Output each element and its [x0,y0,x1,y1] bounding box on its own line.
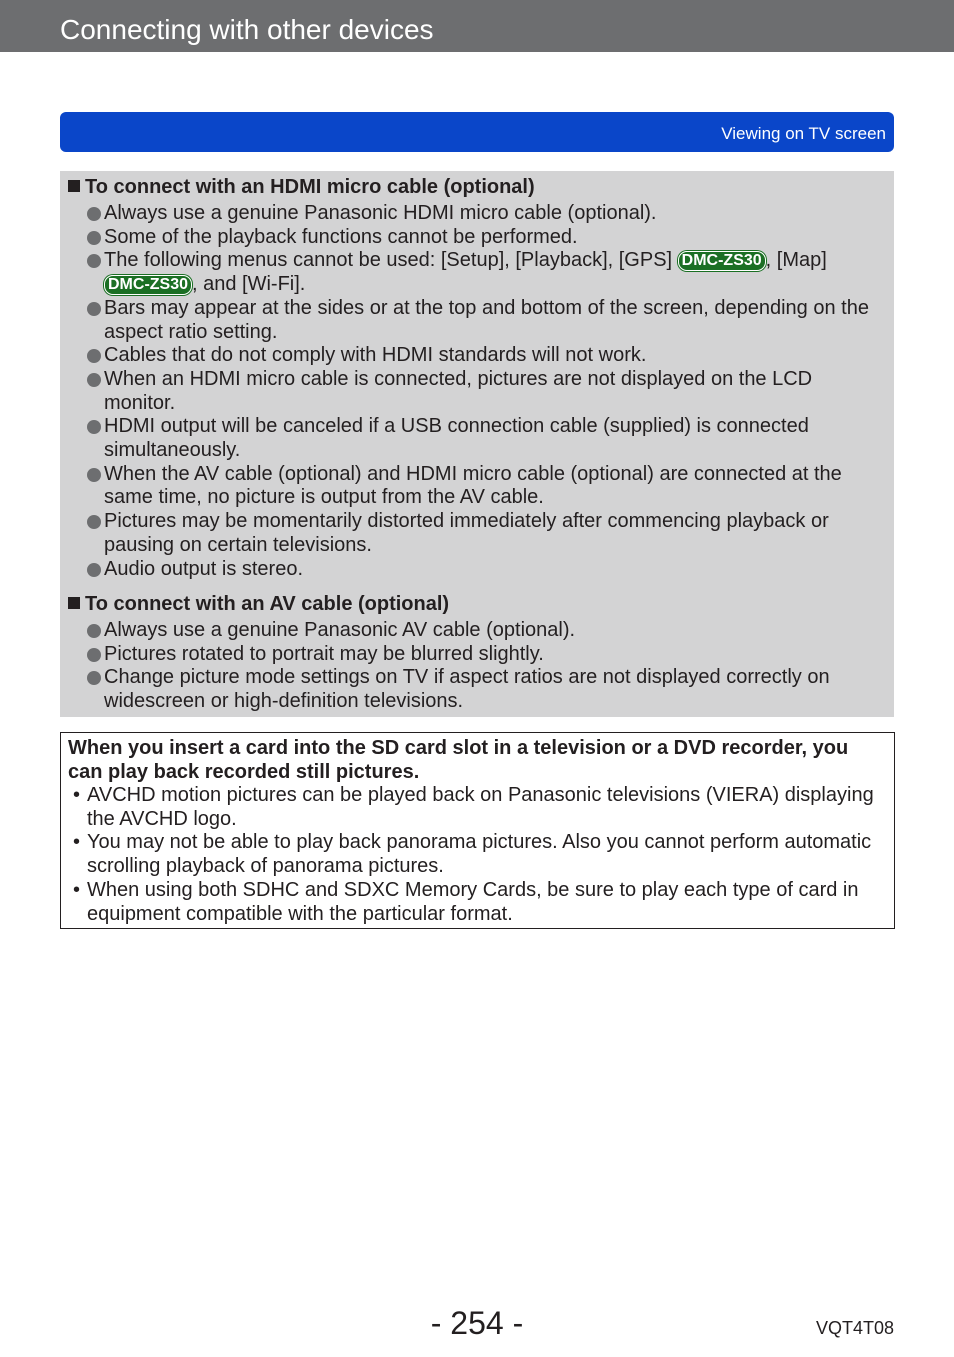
bullet-dot-icon: • [73,831,81,854]
list-item-text: Pictures may be momentarily distorted immediately after commencing playback or pausing on certain televisions. [104,510,829,556]
list-item-text: HDMI output will be canceled if a USB connection cable (supplied) is connected simultaneously. [104,415,809,462]
hdmi-list [87,202,887,581]
list-item [87,202,887,226]
list-item [87,463,887,510]
list-item [87,510,887,557]
notes-panel [60,171,894,717]
hdmi-heading [68,175,535,199]
av-heading-text: To connect with an AV cable (optional) [85,593,450,615]
note-list [73,784,888,926]
square-bullet-icon [68,180,80,192]
model-badge: DMC-ZS30 [104,275,192,295]
av-heading [68,592,449,616]
hdmi-heading-text: To connect with an HDMI micro cable (optional) [85,176,535,198]
list-item [87,415,887,462]
page-header [0,0,954,52]
list-item [87,344,887,368]
bullet-dot-icon: • [73,878,81,901]
list-item [87,558,887,582]
card-slot-note [60,732,895,929]
document-code: VQT4T08 [815,1318,894,1338]
list-item [73,879,888,926]
list-item-text: The following menus cannot be used: [Setup], [Playback], [GPS] [104,249,678,272]
list-item-text: Always use a genuine Panasonic AV cable (optional). [104,619,576,641]
list-item [87,368,887,415]
list-item-text: Some of the playback functions cannot be performed. [104,225,578,248]
av-list [87,619,887,714]
list-item-text: AVCHD motion pictures can be played back on Panasonic televisions (VIERA) displaying the AVCHD logo. [87,784,874,830]
list-item [87,619,887,643]
list-item-text: Always use a genuine Panasonic HDMI micro cable (optional). [104,202,657,224]
bullet-dot-icon [87,302,101,316]
list-item-text: When an HDMI micro cable is connected, pictures are not displayed on the LCD monitor. [104,367,813,414]
list-item [87,666,887,713]
list-item-text: , and [Wi-Fi]. [192,273,306,296]
list-item-text: When the AV cable (optional) and HDMI micro cable (optional) are connected at the same time, no picture is output from the AV cable. [104,462,842,509]
section-bar [60,112,894,152]
bullet-dot-icon [87,515,101,529]
square-bullet-icon [68,597,80,609]
bullet-dot-icon [87,671,101,685]
list-item-text: Pictures rotated to portrait may be blurred slightly. [104,642,544,665]
bullet-dot-icon [87,349,101,363]
bullet-dot-icon [87,468,101,482]
page-header-title: Connecting with other devices [60,14,434,45]
list-item [73,831,888,878]
list-item-text: You may not be able to play back panorama pictures. Also you cannot perform automatic scrolling playback of panorama pictures. [87,831,872,878]
bullet-dot-icon [87,207,101,221]
bullet-dot-icon [87,563,101,577]
list-item-text: Audio output is stereo. [104,557,304,580]
list-item-text: Cables that do not comply with HDMI standards will not work. [104,344,647,367]
list-item [87,249,887,296]
list-item-text: Change picture mode settings on TV if aspect ratios are not displayed correctly on widescreen or high-definition televisions. [104,666,830,713]
bullet-dot-icon [87,254,101,268]
bullet-dot-icon [87,420,101,434]
list-item [73,784,888,831]
model-badge: DMC-ZS30 [678,251,766,271]
section-bar-label: Viewing on TV screen [721,124,886,143]
bullet-dot-icon: • [73,784,81,806]
note-heading: When you insert a card into the SD card slot in a television or a DVD recorder, you can play back recorded still pictures. [68,737,849,783]
bullet-dot-icon [87,373,101,387]
bullet-dot-icon [87,231,101,245]
list-item [87,643,887,667]
list-item [87,297,887,344]
list-item [87,226,887,250]
list-item-text: Bars may appear at the sides or at the top and bottom of the screen, depending on the aspect ratio setting. [104,296,869,343]
list-item-text: When using both SDHC and SDXC Memory Cards, be sure to play each type of card in equipment compatible with the particular format. [87,878,859,925]
list-item-text: , [Map] [765,249,827,272]
bullet-dot-icon [87,624,101,638]
bullet-dot-icon [87,648,101,662]
page-number: - 254 - [430,1305,524,1341]
